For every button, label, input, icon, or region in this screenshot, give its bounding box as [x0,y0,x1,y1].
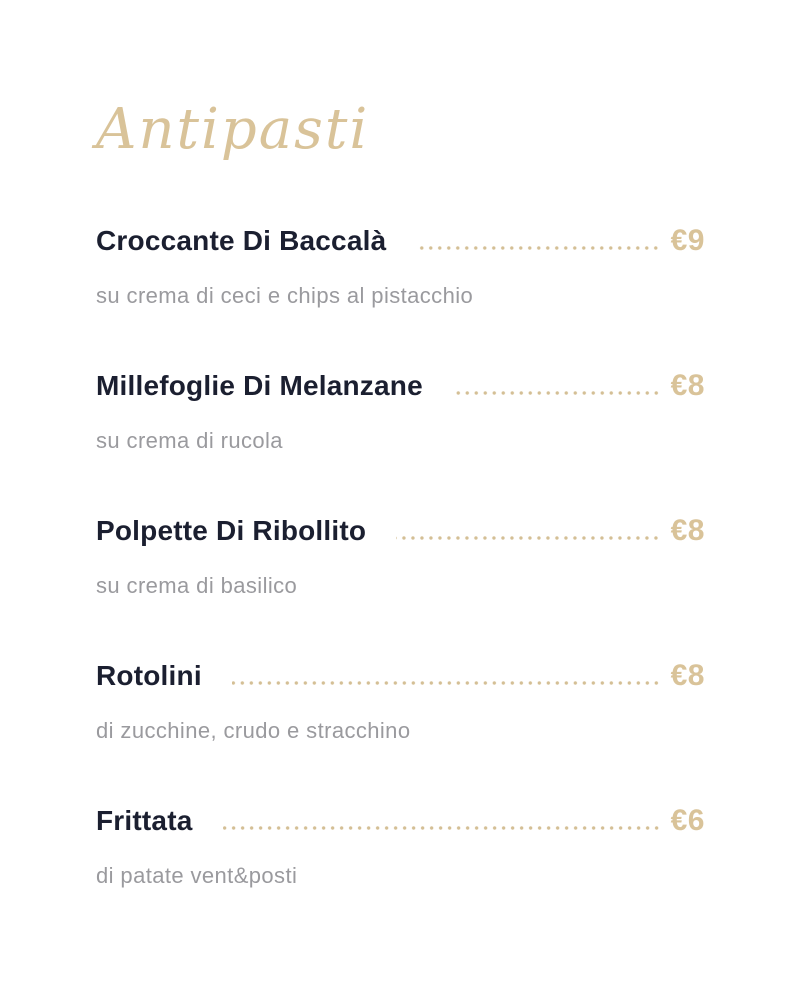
dotted-leader [396,536,660,540]
menu-item-price: €8 [670,369,705,402]
menu-item [96,659,705,744]
menu-item-price: €6 [670,804,705,837]
menu-item-description: di zucchine, crudo e stracchino [96,718,411,743]
menu-item-description: su crema di basilico [96,573,298,598]
dotted-leader [223,826,661,830]
menu-items-list [96,224,705,889]
dotted-leader [416,246,660,250]
section-title: Antipasti [96,97,370,162]
menu-item-name: Polpette Di Ribollito [96,515,367,546]
menu-item-price: €8 [670,659,705,692]
menu-item-price: €8 [670,514,705,547]
menu-item [96,514,705,599]
menu-item-description: su crema di ceci e chips al pistacchio [96,283,474,308]
menu-item-price: €9 [670,224,705,257]
menu-item-row [96,224,705,258]
menu-item-description: di patate vent&posti [96,863,298,888]
menu-item [96,804,705,889]
menu-item-row [96,804,705,838]
menu-item-row [96,659,705,693]
dotted-leader [453,391,661,395]
menu-item-name: Millefoglie Di Melanzane [96,370,423,401]
dotted-leader [232,681,661,685]
menu-item-row [96,514,705,548]
menu-item [96,224,705,309]
menu-item-name: Frittata [96,805,193,836]
menu-item-row [96,369,705,403]
menu-item-name: Croccante Di Baccalà [96,225,387,256]
menu-item [96,369,705,454]
menu-item-name: Rotolini [96,660,202,691]
menu-item-description: su crema di rucola [96,428,283,453]
